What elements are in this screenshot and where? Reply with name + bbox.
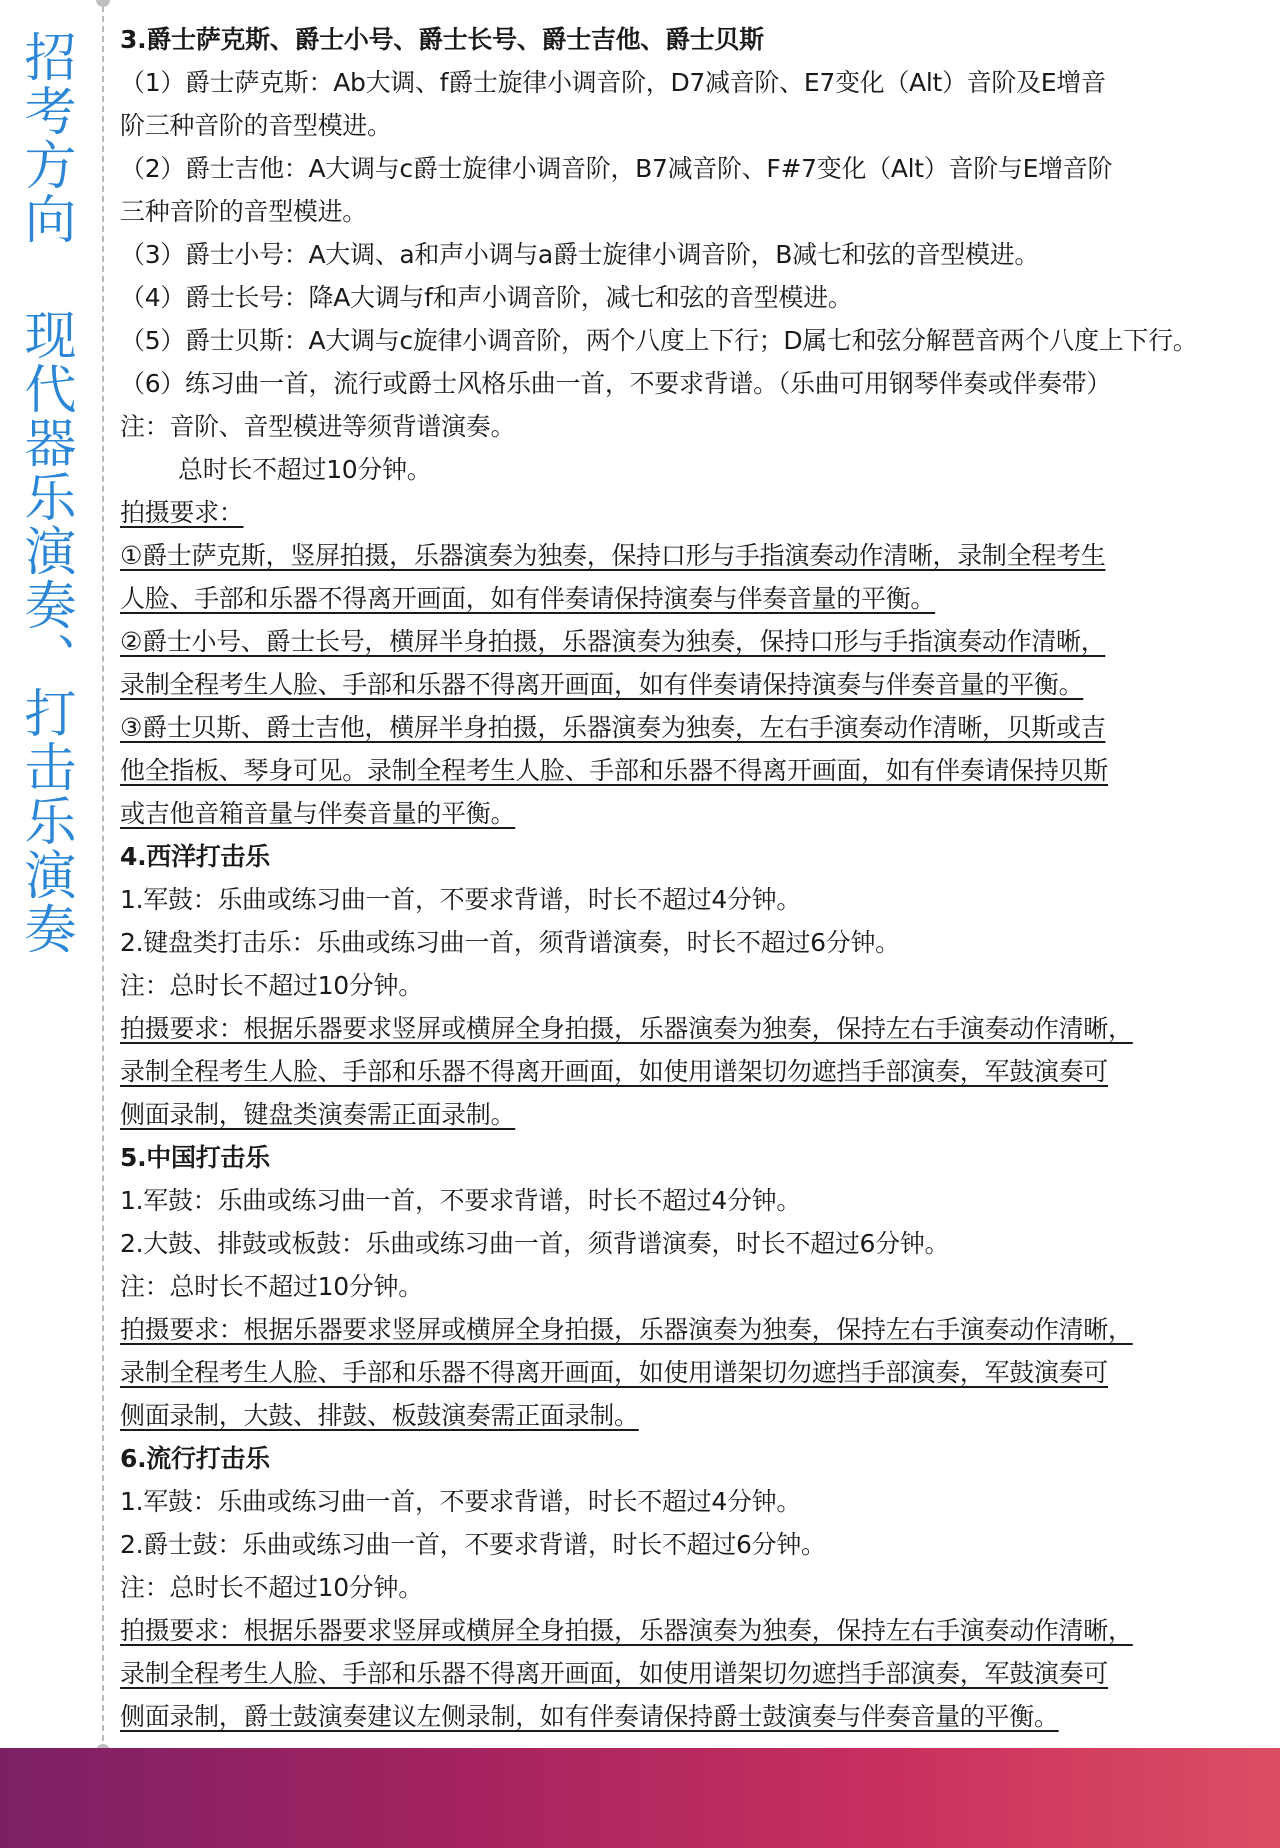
filming-requirement-line: 拍摄要求：根据乐器要求竖屏或横屏全身拍摄，乐器演奏为独奏，保持左右手演奏动作清晰， [120, 1315, 1133, 1344]
text-line: 1.军鼓：乐曲或练习曲一首，不要求背谱，时长不超过4分钟。 [120, 885, 802, 914]
text-line: 1.军鼓：乐曲或练习曲一首，不要求背谱，时长不超过4分钟。 [120, 1186, 802, 1215]
text-line: 2.键盘类打击乐：乐曲或练习曲一首，须背谱演奏，时长不超过6分钟。 [120, 928, 900, 957]
text-line: 总时长不超过10分钟。 [178, 455, 432, 484]
vertical-divider [102, 6, 104, 1751]
text-line: 2.大鼓、排鼓或板鼓：乐曲或练习曲一首，须背谱演奏，时长不超过6分钟。 [120, 1229, 950, 1258]
text-line: 2.爵士鼓：乐曲或练习曲一首，不要求背谱，时长不超过6分钟。 [120, 1530, 826, 1559]
text-line: （3）爵士小号：A大调、a和声小调与a爵士旋律小调音阶，B减七和弦的音型模进。 [120, 240, 1040, 269]
filming-requirement-line: 录制全程考生人脸、手部和乐器不得离开画面，如有伴奏请保持演奏与伴奏音量的平衡。 [120, 670, 1084, 699]
text-line: 注：音阶、音型模进等须背谱演奏。 [120, 412, 516, 441]
filming-requirement-line: 侧面录制，大鼓、排鼓、板鼓演奏需正面录制。 [120, 1401, 639, 1430]
filming-requirement-line: 拍摄要求：根据乐器要求竖屏或横屏全身拍摄，乐器演奏为独奏，保持左右手演奏动作清晰， [120, 1616, 1133, 1645]
filming-requirement-line: 或吉他音箱音量与伴奏音量的平衡。 [120, 799, 516, 828]
filming-requirement-line: 他全指板、琴身可见。录制全程考生人脸、手部和乐器不得离开画面，如有伴奏请保持贝斯 [120, 756, 1109, 785]
text-line: 注：总时长不超过10分钟。 [120, 1272, 423, 1301]
filming-requirement-line: 人脸、手部和乐器不得离开画面，如有伴奏请保持演奏与伴奏音量的平衡。 [120, 584, 936, 613]
section-heading: 6.流行打击乐 [120, 1444, 270, 1473]
divider-top-dot [96, 0, 110, 7]
filming-requirement-line: 拍摄要求： [120, 498, 244, 527]
text-line: （2）爵士吉他：A大调与c爵士旋律小调音阶，B7减音阶、F#7变化（Alt）音阶与E增音阶 [120, 154, 1113, 183]
filming-requirement-line: 侧面录制，键盘类演奏需正面录制。 [120, 1100, 516, 1129]
document-body [120, 18, 1276, 1738]
filming-requirement-line: 录制全程考生人脸、手部和乐器不得离开画面，如使用谱架切勿遮挡手部演奏，军鼓演奏可 [120, 1358, 1109, 1387]
filming-requirement-line: ①爵士萨克斯，竖屏拍摄，乐器演奏为独奏，保持口形与手指演奏动作清晰，录制全程考生 [120, 541, 1106, 570]
sidebar [0, 0, 96, 1750]
filming-requirement-line: ②爵士小号、爵士长号，横屏半身拍摄，乐器演奏为独奏，保持口形与手指演奏动作清晰， [120, 627, 1106, 656]
footer-gradient-bar [0, 1748, 1280, 1848]
text-line: 注：总时长不超过10分钟。 [120, 971, 423, 1000]
text-line: 1.军鼓：乐曲或练习曲一首，不要求背谱，时长不超过4分钟。 [120, 1487, 802, 1516]
section-heading: 5.中国打击乐 [120, 1143, 270, 1172]
filming-requirement-line: ③爵士贝斯、爵士吉他，横屏半身拍摄，乐器演奏为独奏，左右手演奏动作清晰，贝斯或吉 [120, 713, 1106, 742]
sidebar-title: 招考方向 现代器乐演奏、打击乐演奏 [15, 30, 75, 956]
text-line: 阶三种音阶的音型模进。 [120, 111, 392, 140]
text-line: 注：总时长不超过10分钟。 [120, 1573, 423, 1602]
text-line: 三种音阶的音型模进。 [120, 197, 368, 226]
text-line: （4）爵士长号：降A大调与f和声小调音阶，减七和弦的音型模进。 [120, 283, 853, 312]
filming-requirement-line: 拍摄要求：根据乐器要求竖屏或横屏全身拍摄，乐器演奏为独奏，保持左右手演奏动作清晰， [120, 1014, 1133, 1043]
filming-requirement-line: 录制全程考生人脸、手部和乐器不得离开画面，如使用谱架切勿遮挡手部演奏，军鼓演奏可 [120, 1659, 1109, 1688]
text-line: （6）练习曲一首，流行或爵士风格乐曲一首，不要求背谱。（乐曲可用钢琴伴奏或伴奏带） [120, 369, 1112, 398]
text-line: （1）爵士萨克斯：Ab大调、f爵士旋律小调音阶，D7减音阶、E7变化（Alt）音阶及E增音 [120, 68, 1106, 97]
section-heading: 4.西洋打击乐 [120, 842, 270, 871]
filming-requirement-line: 录制全程考生人脸、手部和乐器不得离开画面，如使用谱架切勿遮挡手部演奏，军鼓演奏可 [120, 1057, 1109, 1086]
filming-requirement-line: 侧面录制，爵士鼓演奏建议左侧录制，如有伴奏请保持爵士鼓演奏与伴奏音量的平衡。 [120, 1702, 1059, 1731]
section-heading: 3.爵士萨克斯、爵士小号、爵士长号、爵士吉他、爵士贝斯 [120, 25, 764, 54]
text-line: （5）爵士贝斯：A大调与c旋律小调音阶，两个八度上下行；D属七和弦分解琶音两个八度上下行。 [120, 326, 1198, 355]
